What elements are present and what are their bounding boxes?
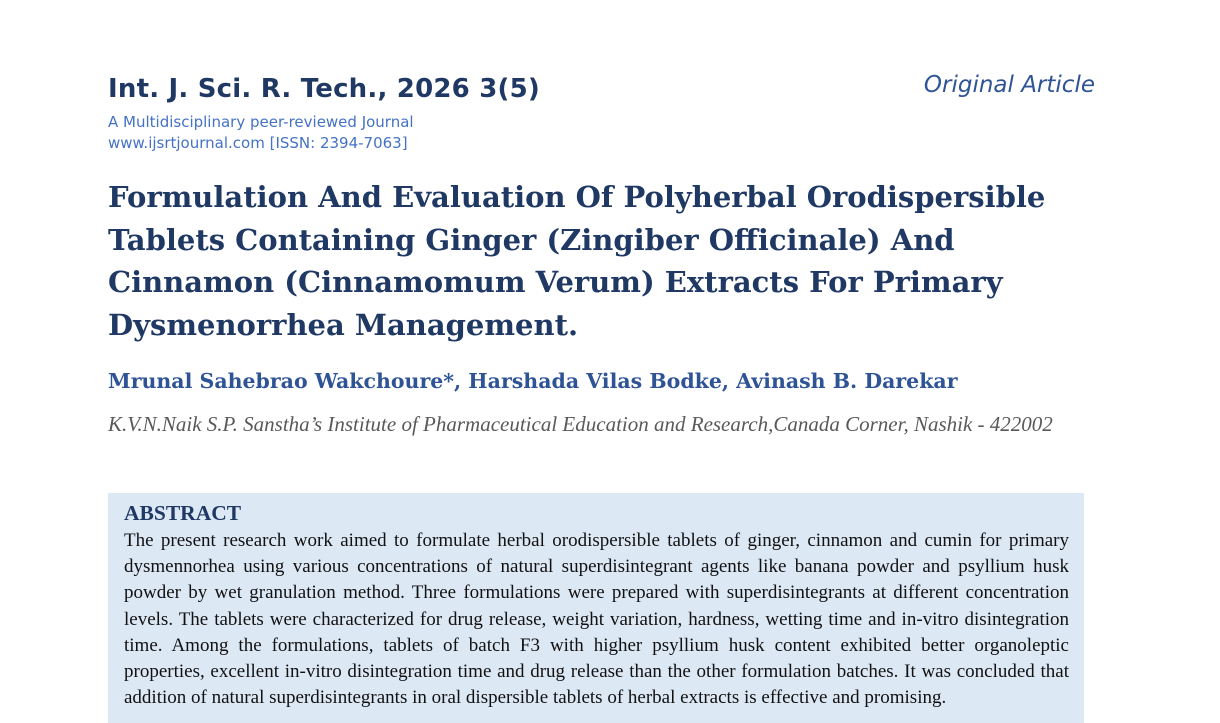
abstract-heading: ABSTRACT [124, 501, 242, 525]
author-list: Mrunal Sahebrao Wakchoure*, Harshada Vilas Bodke, Avinash B. Darekar [108, 369, 958, 393]
article-type-label: Original Article [923, 72, 1095, 98]
journal-tagline: A Multidisciplinary peer-reviewed Journal [108, 113, 414, 131]
abstract-text: The present research work aimed to formulate herbal orodispersible tablets of ginger, cinnamon and cumin for primary dysmennorhea using various concentrations of natural superdisintegrant agents like banana powder and psyllium husk powder by wet granulation method. Three formulations were prepared with superdisintegrants at different concentration levels. The tablets were characterized for drug release, weight variation, hardness, wetting time and in-vitro disintegration time. Among the formulations, tablets of batch F3 with higher psyllium husk content exhibited better organoleptic properties, excellent in-vitro disintegration time and drug release than the other formulation batches. It was concluded that addition of natural superdisintegrants in oral dispersible tablets of herbal extracts is effective and promising. [124, 530, 1069, 709]
journal-title: Int. J. Sci. R. Tech., 2026 3(5) [108, 74, 540, 104]
paper-title: Formulation And Evaluation Of Polyherbal Orodispersible Tablets Containing Ginger (Zingiber Officinale) And Cinnamon (Cinnamomum Verum) Extracts For Primary Dysmenorrhea Management. [108, 180, 1046, 342]
abstract-section [108, 493, 1084, 723]
author-affiliation: K.V.N.Naik S.P. Sanstha’s Institute of Pharmaceutical Education and Research,Canada Corner, Nashik - 422002 [108, 412, 1053, 436]
journal-website-issn: www.ijsrtjournal.com [ISSN: 2394-7063] [108, 134, 408, 152]
